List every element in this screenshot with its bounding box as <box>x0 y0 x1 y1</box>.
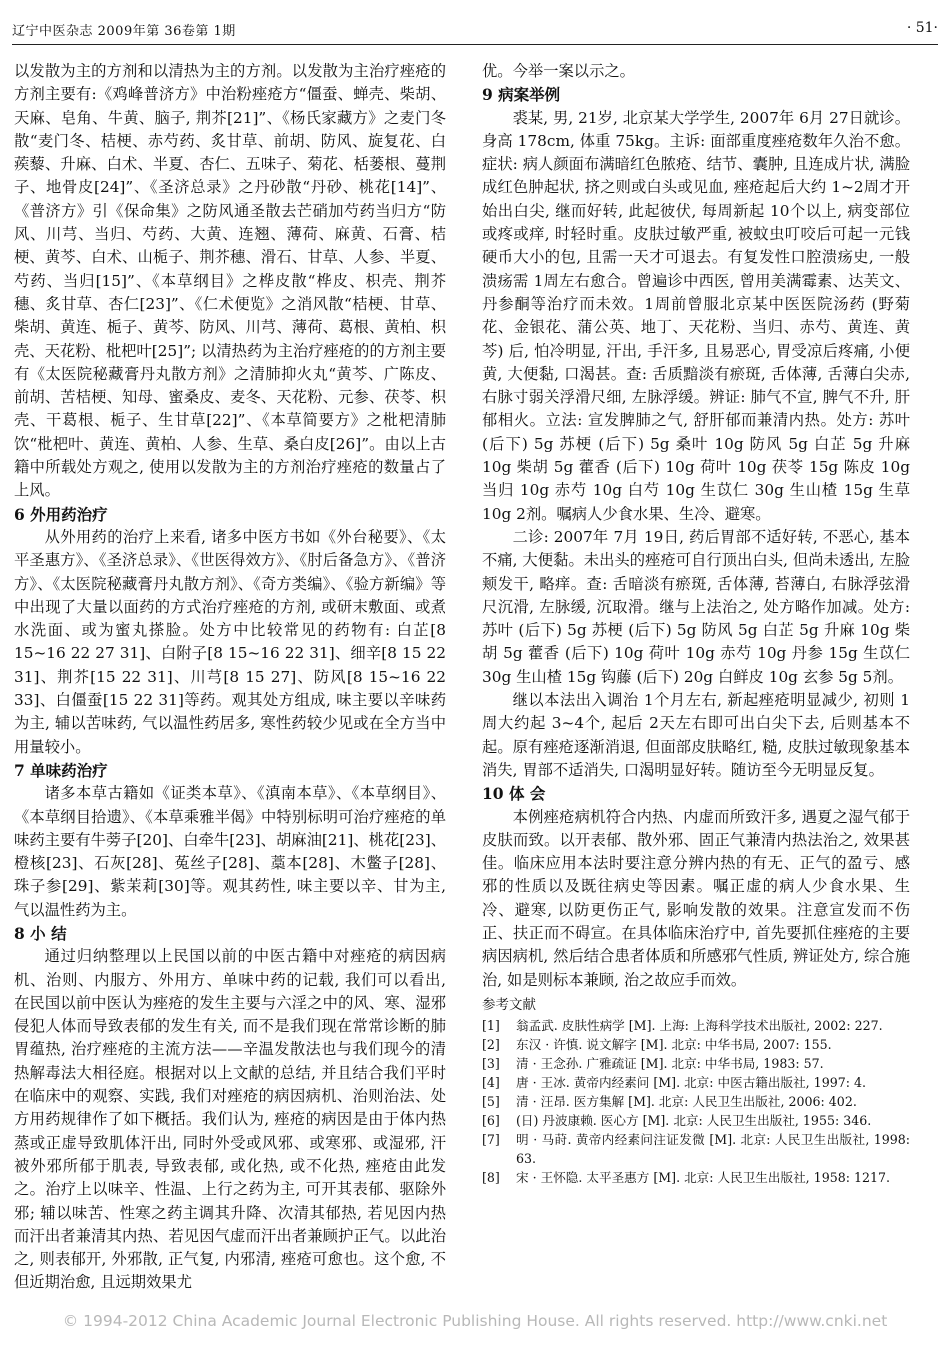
section-heading-10: 10 体 会 <box>482 784 546 804</box>
section-heading-9: 9 病案举例 <box>482 85 561 105</box>
section-heading-7: 7 单味药治疗 <box>14 760 108 780</box>
reference-item: [5] 清 · 汪昂. 医方集解 [M]. 北京: 人民卫生出版社, 2006: 402. <box>482 1093 857 1109</box>
reference-item: [6] (日) 丹波康赖. 医心方 [M]. 北京: 人民卫生出版社, 1955: 346. <box>482 1112 872 1128</box>
paragraph-continuation: 优。今举一案以示之。 <box>482 62 635 80</box>
paragraph-external-treatment: 从外用药的治疗上来看, 诸多中医方书如《外台秘要》、《太平圣惠方》、《圣济总录》、《世医得效方》、《肘后备急方》、《普济方》、《太医院秘藏膏丹丸散方剂》、《奇方类编》、《验方新编》等中出现了大量以面药的方式治疗痤疮的方剂, 或研末敷面、或煮水洗面、或为蜜丸搽脸。处方中比较常见的药物有: 白芷[8 15~16 22 27 31]、白附子[8 15~16 22 31]、细辛[8 15 22 31]、荆芥[15 22 31]、川芎[8 15 27]、防风[8 15~16 22 33]、白僵蚕[15 22 31]等药。观其处方组成, 味主要以辛味药为主, 辅以苦味药, 气以温性药居多, 寒性药较少见或在全方当中用量较小。 <box>14 527 446 756</box>
right-column <box>482 60 910 1187</box>
section-heading-6: 6 外用药治疗 <box>14 504 108 524</box>
page-number: · 51· <box>906 20 938 36</box>
section-heading-8: 8 小 结 <box>14 923 67 943</box>
paragraph-prescriptions: 以发散为主的方剂和以清热为主的方剂。以发散为主治疗痤疮的方剂主要有:《鸡峰普济方》中治粉痤疮方“僵蚕、蝉壳、柴胡、天麻、皂角、牛黄、脑子, 荆芥[21]”、《杨氏家藏方》之麦门冬散“麦门冬、桔梗、赤芍药、炙甘草、前胡、防风、旋复花、白蒺藜、升麻、白术、半夏、杏仁、五味子、菊花、栝蒌根、蔓荆子、地骨皮[24]”、《圣济总录》之丹砂散“丹砂、桃花[14]”、《普济方》引《保命集》之防风通圣散去芒硝加芍药当归方“防风、川芎、当归、芍药、大黄、连翘、薄荷、麻黄、石膏、桔梗、黄芩、白术、山栀子、荆芥穗、滑石、甘草、人参、半夏、芍药、当归[15]”、《本草纲目》之桦皮散“桦皮、枳壳、荆芥穗、炙甘草、杏仁[23]”、《仁术便览》之消风散“桔梗、甘草、柴胡、黄连、栀子、黄芩、防风、川芎、薄荷、葛根、黄柏、枳壳、天花粉、枇杷叶[25]”; 以清热药为主治疗痤疮的的方剂主要有《太医院秘藏膏丹丸散方剂》之清肺抑火丸“黄芩、广陈皮、前胡、苦桔梗、知母、蜜桑皮、麦冬、天花粉、元参、茯苓、枳壳、干葛根、栀子、生甘草[22]”、《本草简要方》之枇杷清肺饮“枇杷叶、黄连、黄柏、人参、生草、桑白皮[26]”。由以上古籍中所载处方观之, 使用以发散为主的方剂治疗痤疮的数量占了上风。 <box>14 62 446 500</box>
paragraph-case-followup: 继以本法出入调治 1个月左右, 新起痤疮明显减少, 初则 1周大约起 3~4个, 起后 2天左右即可出白尖下去, 后则基本不起。原有痤疮逐渐消退, 但面部皮肤略红, 糙, 皮肤过敏现象基本消失, 胃部不适消失, 口渴明显好转。随访至今无明显反复。 <box>482 691 910 779</box>
reference-item: [1] 翁孟武. 皮肤性病学 [M]. 上海: 上海科学技术出版社, 2002: 227. <box>482 1017 883 1033</box>
reference-item: [7] 明 · 马莳. 黄帝内经素问注证发微 [M]. 北京: 人民卫生出版社, 1998: 63. <box>482 1131 910 1166</box>
paragraph-case-second-visit: 二诊: 2007年 7月 19日, 药后胃部不适好转, 不恶心, 基本不痛, 大便黏。未出头的痤疮可自行顶出白头, 但尚未透出, 左脸颊发干, 略痒。查: 舌暗淡有瘀斑, 舌体薄, 苔薄白, 右脉浮弦滑尺沉滑, 左脉缓, 沉取滑。继与上法治之, 处方略作加减。处方: 苏叶 (后下) 5g 苏梗 (后下) 5g 防风 5g 白芷 5g 升麻 10g 柴胡 5g 藿香 (后下) 10g 荷叶 10g 赤芍 10g 丹参 15g 生苡仁 30g 生山楂 15g 钩藤 (后下) 20g 白鲜皮 10g 玄参 5g 5剂。 <box>482 527 910 686</box>
reference-item: [2] 东汉 · 许慎. 说文解字 [M]. 北京: 中华书局, 2007: 155. <box>482 1036 832 1052</box>
reference-item: [4] 唐 · 王冰. 黄帝内经素问 [M]. 北京: 中医古籍出版社, 1997: 4. <box>482 1074 866 1090</box>
paragraph-experience: 本例痤疮病机符合内热、内虚而所致汗多, 遇夏之湿气郁于皮肤而致。以开表郁、散外邪、固正气兼清内热法治之, 效果甚佳。临床应用本法时要注意分辨内热的有无、正气的盈亏、感邪的性质以及既往病史等因素。嘱正虚的病人少食水果、生冷、避寒, 以防更伤正气, 影响发散的效果。注意宣发而不伤正、扶正而不碍宣。在具体临床治疗中, 首先要抓住痤疮的主要病因病机, 然后结合患者体质和所感邪气性质, 辨证处方, 综合施治, 如是则标本兼顾, 治之故应手而效。 <box>482 807 910 989</box>
references <box>482 994 910 1187</box>
reference-item: [8] 宋 · 王怀隐. 太平圣惠方 [M]. 北京: 人民卫生出版社, 1958: 1217. <box>482 1169 891 1185</box>
left-column <box>14 60 446 1295</box>
page-header <box>12 18 938 45</box>
paragraph-single-herb: 诸多本草古籍如《证类本草》、《滇南本草》、《本草纲目》、《本草纲目拾遗》、《本草乘雅半偈》中特别标明可治疗痤疮的单味药主要有牛蒡子[20]、白牵牛[23]、胡麻油[21]、桃花[23]、橙核[23]、石灰[28]、菟丝子[28]、藁本[28]、木鳖子[28]、珠子参[29]、紫茉莉[30]等。观其药性, 味主要以辛、甘为主, 气以温性药为主。 <box>14 784 446 919</box>
journal-title: 辽宁中医杂志 2009年第 36卷第 1期 <box>12 24 236 39</box>
references-title: 参考文献 <box>482 996 536 1013</box>
paragraph-summary: 通过归纳整理以上民国以前的中医古籍中对痤疮的病因病机、治则、内服方、外用方、单味中药的记载, 我们可以看出, 在民国以前中医认为痤疮的发生主要与六淫之中的风、寒、湿邪侵犯人体而导致表郁的发生有关, 而不是我们现在常常诊断的肺胃蕴热, 治疗痤疮的主流方法——辛温发散法也与我们现今的清热解毒法大相径庭。根据对以上文献的总结, 并且结合我们平时在临床中的观察、实践, 我们对痤疮的病因病机、治则治法、处方用药规律作了如下概括。我们认为, 痤疮的病因是由于体内热蒸或正虚导致肌体汗出, 同时外受或风邪、或寒邪、或湿邪, 汗被外邪所郁于肌表, 导致表郁, 或化热, 或不化热, 痤疮由此发之。治疗上以味辛、性温、上行之药为主, 可开其表郁、驱除外邪; 辅以味苦、性寒之药主调其升降、次清其郁热, 若见因内热而汗出者兼清其内热、若见因气虚而汗出者兼顾护正气。以此治之, 则表郁开, 外邪散, 正气复, 内邪清, 痤疮可愈也。这个愈, 不但近期治愈, 且远期效果尤 <box>14 947 446 1292</box>
paragraph-case-first-visit: 裘某, 男, 21岁, 北京某大学学生, 2007年 6月 27日就诊。身高 178cm, 体重 75kg。主诉: 面部重度痤疮数年久治不愈。症状: 病人颜面布满暗红色脓疮、结节、囊肿, 且连成片状, 满脸成红色肿起状, 挤之则或白头或见血, 痤疮起后大约 1~2周才开始出白尖, 继而好转, 此起彼伏, 每周新起 10个以上, 病变部位或疼或痒, 时轻时重。皮肤过敏严重, 被蚊虫叮咬后可起一元钱硬币大小的包, 且需一天才可退去。有复发性口腔溃疡史, 一般溃疡需 1周左右愈合。曾遍诊中西医, 曾用美满霉素、达芙文、丹参酮等治疗而未效。1周前曾服北京某中医医院汤药 (野菊花、金银花、蒲公英、地丁、天花粉、当归、赤芍、黄连、黄芩) 后, 怕冷明显, 汗出, 手汗多, 且易恶心, 胃受凉后疼痛, 小便黄, 大便黏, 口渴甚。查: 舌质黯淡有瘀斑, 舌体薄, 舌薄白尖赤, 右脉寸弱关浮滑尺细, 左脉浮缓。辨证: 肺气不宣, 脾气不升, 肝郁相火。立法: 宣发脾肺之气, 舒肝郁而兼清内热。处方: 苏叶 (后下) 5g 苏梗 (后下) 5g 桑叶 10g 防风 5g 白芷 5g 升麻 10g 柴胡 5g 藿香 (后下) 10g 荷叶 10g 茯苓 15g 陈皮 10g 当归 10g 赤芍 10g 白芍 10g 生苡仁 30g 生山楂 15g 生草 10g 2剂。嘱病人少食水果、生冷、避寒。 <box>482 108 910 523</box>
copyright-footer: © 1994-2012 China Academic Journal Electronic Publishing House. All rights reserved. http://www.cnki.net <box>62 1312 888 1330</box>
reference-item: [3] 清 · 王念孙. 广雅疏证 [M]. 北京: 中华书局, 1983: 57. <box>482 1055 824 1071</box>
